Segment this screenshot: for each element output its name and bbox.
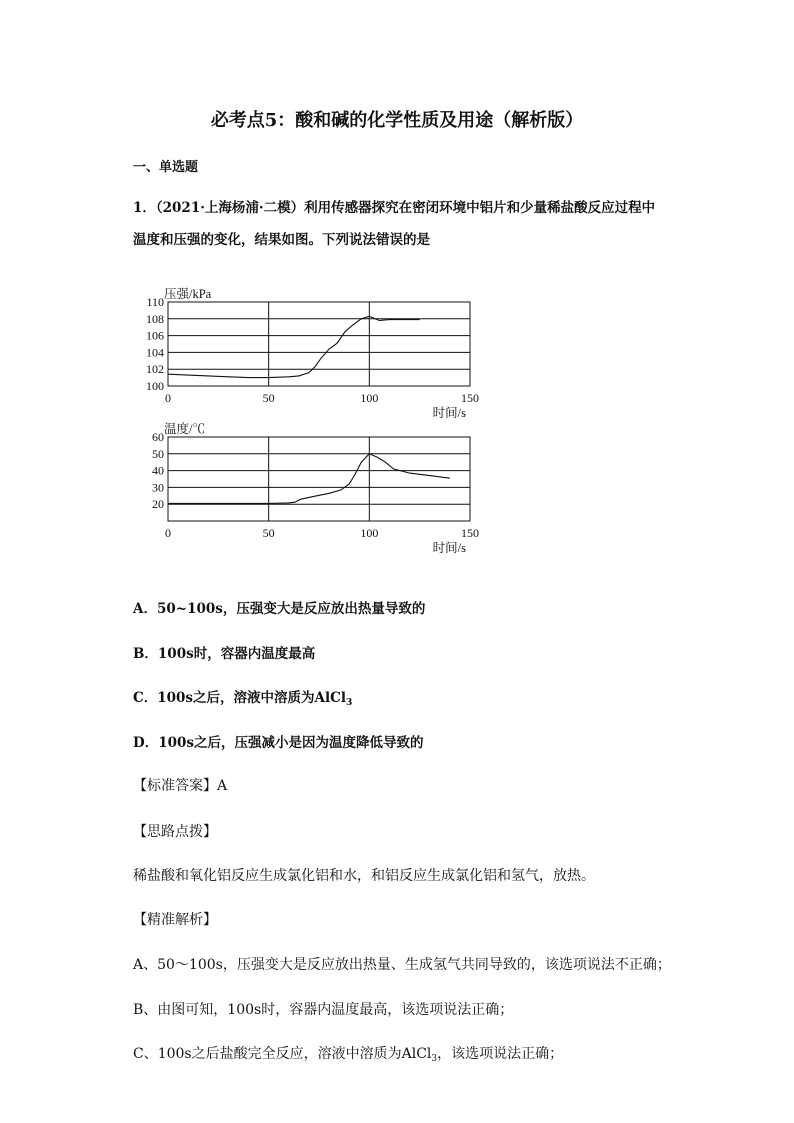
pressure-ylabel: 压强/kPa	[164, 287, 212, 301]
pressure-ytick-label: 110	[146, 295, 164, 309]
analysis-c	[133, 1043, 563, 1064]
temperature-xtick-label: 0	[165, 526, 171, 540]
temperature-ytick-label: 50	[152, 446, 164, 461]
temperature-ytick-label: 30	[152, 480, 164, 495]
pressure-xlabel: 时间/s	[432, 406, 466, 420]
pressure-ytick-label: 102	[146, 362, 164, 377]
temperature-xlabel: 时间/s	[432, 541, 466, 555]
temperature-xtick-label: 100	[360, 526, 379, 540]
temperature-ytick-label: 20	[152, 497, 164, 512]
answer-label: 【标准答案】	[133, 778, 217, 794]
temperature-series-line	[168, 454, 450, 504]
option-c-text: C．100s之后，溶液中溶质为AlCl	[133, 690, 347, 706]
option-a: A．50~100s，压强变大是反应放出热量导致的	[133, 601, 426, 617]
question-line-1: 1．（2021·上海杨浦·二模）利用传感器探究在密闭环境中铝片和少量稀盐酸反应过程中	[133, 200, 656, 216]
pressure-series-line	[168, 316, 420, 377]
pressure-chart	[130, 276, 490, 424]
pressure-ytick-label: 108	[146, 311, 164, 326]
option-c-subscript: 3	[346, 698, 353, 708]
analysis-c-tail: ，该选项说法正确；	[437, 1046, 564, 1062]
pressure-xtick-label: 0	[165, 391, 171, 405]
option-d: D．100s之后，压强减小是因为温度降低导致的	[133, 735, 424, 751]
pressure-xtick-label: 50	[262, 391, 275, 405]
analysis-b: B、由图可知，100s时，容器内温度最高，该选项说法正确；	[133, 1002, 514, 1018]
pressure-ytick-label: 106	[146, 328, 164, 343]
hint-text: 稀盐酸和氧化铝反应生成氯化铝和水，和铝反应生成氯化铝和氢气，放热。	[133, 868, 595, 884]
answer-value: A	[217, 778, 228, 794]
answer-line	[133, 775, 227, 795]
analysis-a: A、50～100s，压强变大是反应放出热量、生成氢气共同导致的，该选项说法不正确；	[133, 957, 671, 973]
question-line-2: 温度和压强的变化，结果如图。下列说法错误的是	[133, 232, 430, 248]
pressure-ytick-label: 100	[146, 379, 164, 393]
option-b: B．100s时，容器内温度最高	[133, 646, 316, 662]
temperature-xtick-label: 50	[262, 526, 275, 540]
hint-label: 【思路点拨】	[133, 824, 217, 840]
pressure-ytick-label: 104	[146, 345, 164, 360]
pressure-plot-frame	[168, 302, 470, 386]
section-heading: 一、单选题	[133, 160, 199, 175]
page-title: 必考点5：酸和碱的化学性质及用途（解析版）	[210, 110, 584, 131]
temperature-xtick-label: 150	[461, 526, 479, 540]
temperature-plot-frame	[168, 437, 470, 521]
pressure-xtick-label: 150	[461, 391, 479, 405]
analysis-c-text: C、100s之后盐酸完全反应，溶液中溶质为AlCl	[133, 1046, 432, 1062]
temperature-chart	[130, 420, 490, 568]
temperature-ytick-label: 60	[152, 430, 164, 444]
analysis-c-subscript: 3	[431, 1054, 438, 1064]
temperature-ylabel: 温度/℃	[164, 422, 205, 436]
analysis-label: 【精准解析】	[133, 912, 217, 928]
option-c	[133, 686, 352, 708]
temperature-ytick-label: 40	[152, 463, 164, 478]
pressure-xtick-label: 100	[360, 391, 379, 405]
